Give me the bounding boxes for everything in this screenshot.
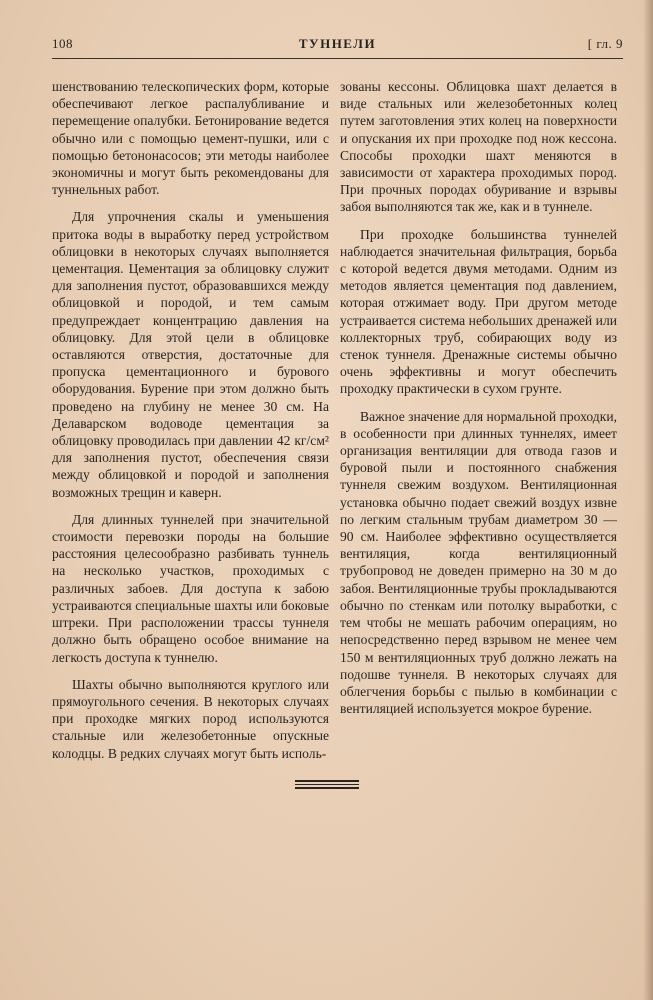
- paragraph: Важное значение для нормальной проходки, в особенности при длинных туннелях, имеет организация вентиляции для отвода газов и буровой пыли и постоянного снабжения туннеля свежим воздухом. Вентиляционная установка обычно подает свежий воздух извне по легким стальным трубам диаметром 30 — 90 см. Наиболее эффективно осуществляется вентиляция, когда вентиляционный трубопровод не доведен примерно на 30 м до забоя. Вентиляционные трубы прокладываются обычно по стенкам или потолку выработки, с тем чтобы не мешать рабочим операциям, но непосредственно перед взрывом не менее чем 150 м вентиляционных труб должно лежать на подошве туннеля. В некоторых случаях для облегчения борьбы с пылью в комбинации с вентиляцией используется мокрое бурение.: [340, 408, 617, 717]
- running-header: [52, 36, 623, 56]
- paragraph: При проходке большинства туннелей наблюдается значительная фильтрация, борьба с которой ведется двумя методами. Одним из методов является цементация под давлением, которая отжимает воду. При другом методе устраивается система небольших дренажей или коллекторных труб, собирающих воду из стенок туннеля. Дренажные системы обычно очень эффективны и могут обеспечить проходку практически в сухом грунте.: [340, 226, 617, 397]
- paragraph: шенствованию телескопических форм, которые обеспечивают легкое распалубливание и перемещение опалубки. Бетонирование ведется обычно или с помощью цемент-пушки, или с помощью бетононасосов; эти методы наиболее экономичны и могут быть рекомендованы для туннельных работ.: [52, 79, 329, 198]
- paragraph: Для длинных туннелей при значительной стоимости перевозки породы на большие расстояния целесообразно разбивать туннель на несколько участков, проходимых с различных забоев. Для доступа к забою устраиваются специальные шахты или боковые штреки. При расположении трассы туннеля должно быть обращено особое внимание на легкость доступа к туннелю.: [52, 511, 329, 665]
- left-column: [52, 78, 329, 762]
- running-title: ТУННЕЛИ: [298, 36, 377, 51]
- chapter-marker: [ гл. 9: [587, 36, 623, 51]
- right-column: [340, 78, 617, 717]
- paragraph: Шахты обычно выполняются круглого или прямоугольного сечения. В некоторых случаях при проходке мягких пород используются стальные или железобетонные опускные колодцы. В редких случаях могут быть исполь-: [52, 676, 329, 761]
- paragraph: зованы кессоны. Облицовка шахт делается в виде стальных или железобетонных колец путем заготовления этих колец на поверхности и опускания их при проходке под нож кессона. Способы проходки шахт меняются в зависимости от характера проходимых пород. При прочных породах обуривание и взрывы забоя выполняются так же, как и в туннеле.: [340, 79, 617, 215]
- page-number: 108: [52, 36, 73, 51]
- chapter-end-ornament: [295, 780, 359, 791]
- header-rule: [52, 58, 623, 59]
- paragraph: Для упрочнения скалы и уменьшения притока воды в выработку перед устройством облицовки в некоторых случаях выполняется цементация. Цементация за облицовку служит для заполнения пустот, образовавшихся между облицовкой и породой, и тем самым предупреждает концентрацию давления на облицовку. Для этой цели в облицовке оставляются отверстия, достаточные для пропуска цементационного и бурового оборудования. Бурение при этом должно быть проведено на глубину не менее 30 см. На Делаварском водоводе цементация за облицовку проводилась при давлении 42 кг/см² для заполнения пустот, обеспечения связи между облицовкой и породой и заполнения возможных трещин и каверн.: [52, 209, 329, 500]
- page-edge-shadow: [643, 0, 653, 1000]
